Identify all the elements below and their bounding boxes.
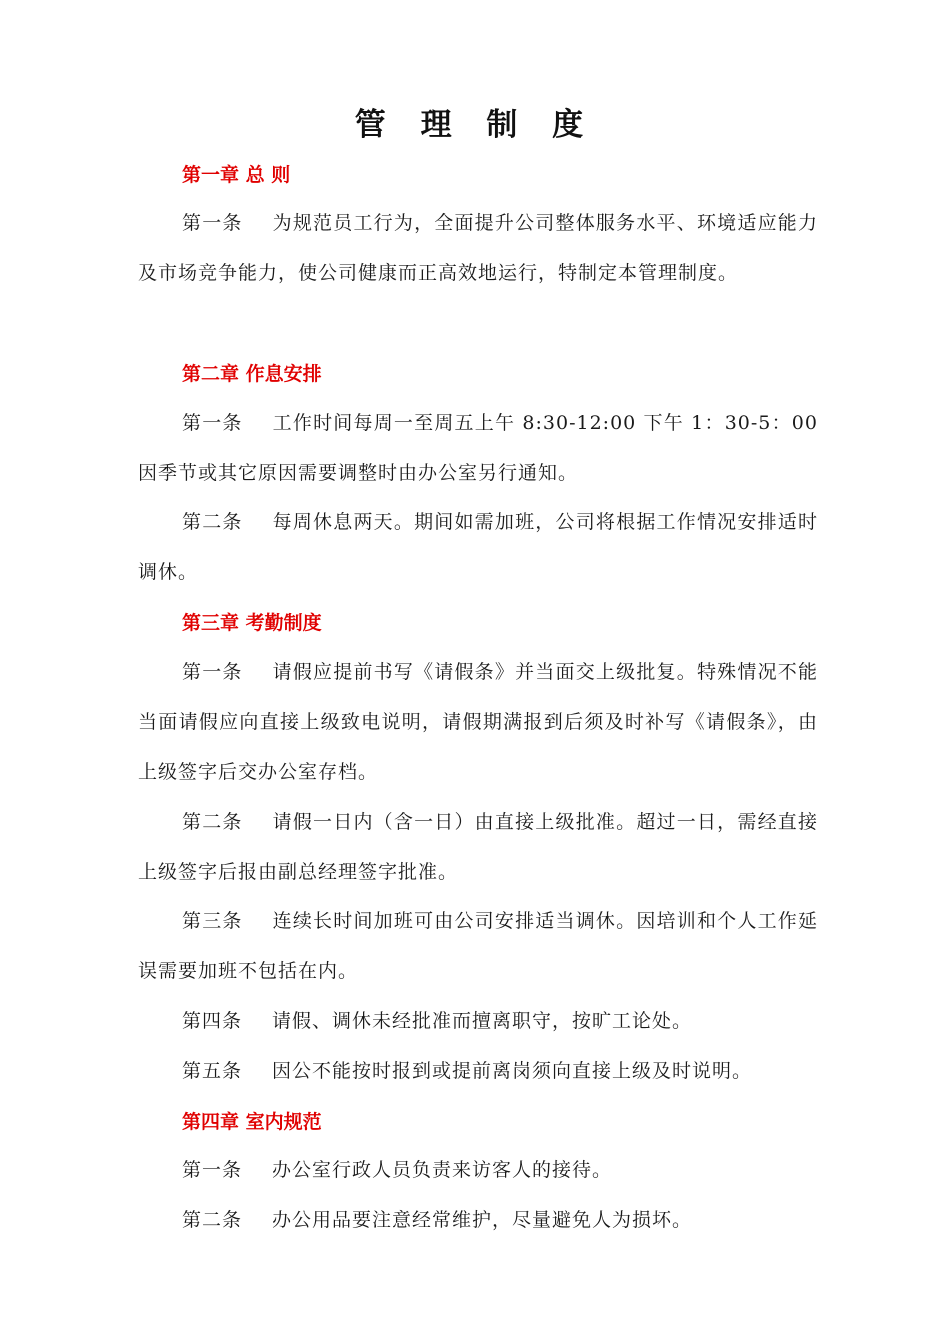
article-text: 请假、调休未经批准而擅离职守，按旷工论处。: [272, 1010, 693, 1032]
article-text: 为规范员工行为，全面提升公司整体服务水平、环境适应能力及市场竞争能力，使公司健康而正高效地运行，特制定本管理制度。: [138, 212, 818, 284]
article-number: 第一条: [182, 212, 243, 234]
article-text: 请假应提前书写《请假条》并当面交上级批复。特殊情况不能当面请假应向直接上级致电说明，请假期满报到后须及时补写《请假条》，由上级签字后交办公室存档。: [138, 661, 818, 783]
article-paragraph: [138, 896, 818, 996]
article-text: 工作时间每周一至周五上午 8:30-12:00 下午 1：30-5：00 因季节或其它原因需要调整时由办公室另行通知。: [138, 412, 818, 484]
article-text: 因公不能按时报到或提前离岗须向直接上级及时说明。: [272, 1060, 753, 1082]
article-paragraph: [138, 647, 818, 797]
article-number: 第五条: [182, 1060, 243, 1082]
article-text: 连续长时间加班可由公司安排适当调休。因培训和个人工作延误需要加班不包括在内。: [138, 910, 818, 982]
article-text: 办公用品要注意经常维护，尽量避免人为损坏。: [272, 1209, 693, 1231]
article-number: 第三条: [182, 910, 243, 932]
article-paragraph: [138, 1145, 818, 1195]
chapter-heading: 第三章 考勤制度: [182, 612, 322, 634]
chapter-heading: 第四章 室内规范: [182, 1111, 322, 1133]
article-paragraph: [138, 198, 818, 298]
article-number: 第二条: [182, 811, 243, 833]
article-number: 第一条: [182, 412, 243, 434]
article-text: 每周休息两天。期间如需加班，公司将根据工作情况安排适时调休。: [138, 511, 818, 583]
article-paragraph: [138, 797, 818, 897]
article-number: 第一条: [182, 661, 243, 683]
chapter-heading: 第一章 总 则: [182, 164, 291, 186]
article-paragraph: [138, 497, 818, 597]
article-paragraph: [138, 1046, 818, 1096]
document-title: 管 理 制 度: [354, 107, 596, 143]
article-number: 第一条: [182, 1159, 243, 1181]
article-text: 办公室行政人员负责来访客人的接待。: [272, 1159, 613, 1181]
article-text: 请假一日内（含一日）由直接上级批准。超过一日，需经直接上级签字后报由副总经理签字批准。: [138, 811, 818, 883]
article-number: 第二条: [182, 511, 243, 533]
article-paragraph: [138, 398, 818, 498]
article-number: 第二条: [182, 1209, 243, 1231]
chapter-heading: 第二章 作息安排: [182, 363, 322, 385]
article-paragraph: [138, 996, 818, 1046]
article-number: 第四条: [182, 1010, 243, 1032]
article-paragraph: [138, 1195, 818, 1245]
